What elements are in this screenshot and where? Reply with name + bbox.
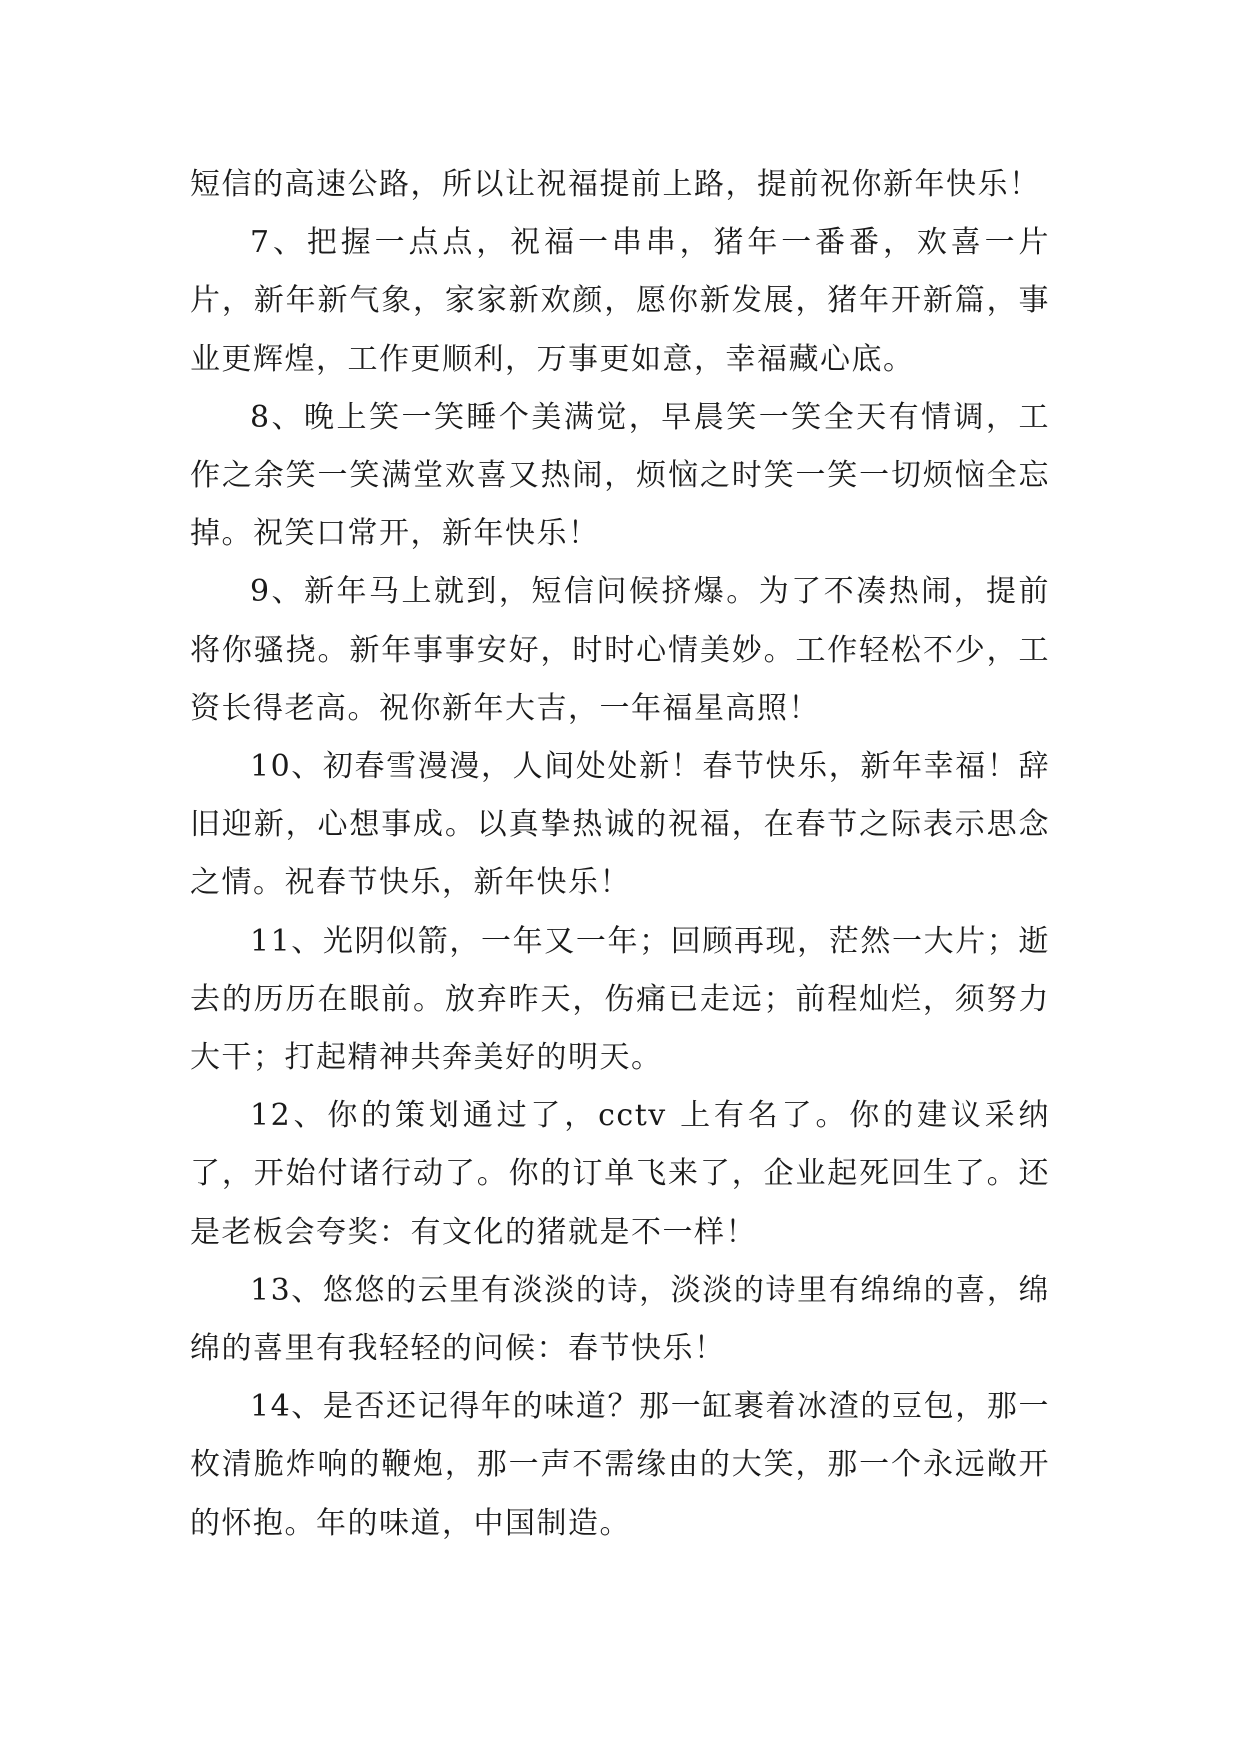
paragraph-11: 11、光阴似箭，一年又一年；回顾再现，茫然一大片；逝去的历历在眼前。放弃昨天，伤痛已走远；前程灿烂，须努力大干；打起精神共奔美好的明天。 <box>190 923 1050 1076</box>
paragraph-9: 9、新年马上就到，短信问候挤爆。为了不凑热闹，提前将你骚挠。新年事事安好，时时心情美妙。工作轻松不少，工资长得老高。祝你新年大吉，一年福星高照！ <box>190 574 1050 726</box>
document-body <box>190 156 1050 1553</box>
paragraph-14: 14、是否还记得年的味道？那一缸裹着冰渣的豆包，那一枚清脆炸响的鞭炮，那一声不需缘由的大笑，那一个永远敞开的怀抱。年的味道，中国制造。 <box>190 1389 1050 1541</box>
paragraph-12: 12、你的策划通过了，cctv 上有名了。你的建议采纳了，开始付诸行动了。你的订单飞来了，企业起死回生了。还是老板会夸奖：有文化的猪就是不一样！ <box>190 1098 1050 1250</box>
paragraph-7: 7、把握一点点，祝福一串串，猪年一番番，欢喜一片片，新年新气象，家家新欢颜，愿你新发展，猪年开新篇，事业更辉煌，工作更顺利，万事更如意，幸福藏心底。 <box>190 225 1050 377</box>
paragraph-10: 10、初春雪漫漫，人间处处新！春节快乐，新年幸福！辞旧迎新，心想事成。以真挚热诚的祝福，在春节之际表示思念之情。祝春节快乐，新年快乐！ <box>190 749 1050 901</box>
paragraph-continuation: 短信的高速公路，所以让祝福提前上路，提前祝你新年快乐！ <box>190 167 1041 202</box>
paragraph-13: 13、悠悠的云里有淡淡的诗，淡淡的诗里有绵绵的喜，绵绵的喜里有我轻轻的问候：春节快乐！ <box>190 1272 1050 1367</box>
paragraph-8: 8、晚上笑一笑睡个美满觉，早晨笑一笑全天有情调，工作之余笑一笑满堂欢喜又热闹，烦恼之时笑一笑一切烦恼全忘掉。祝笑口常开，新年快乐！ <box>190 399 1050 552</box>
